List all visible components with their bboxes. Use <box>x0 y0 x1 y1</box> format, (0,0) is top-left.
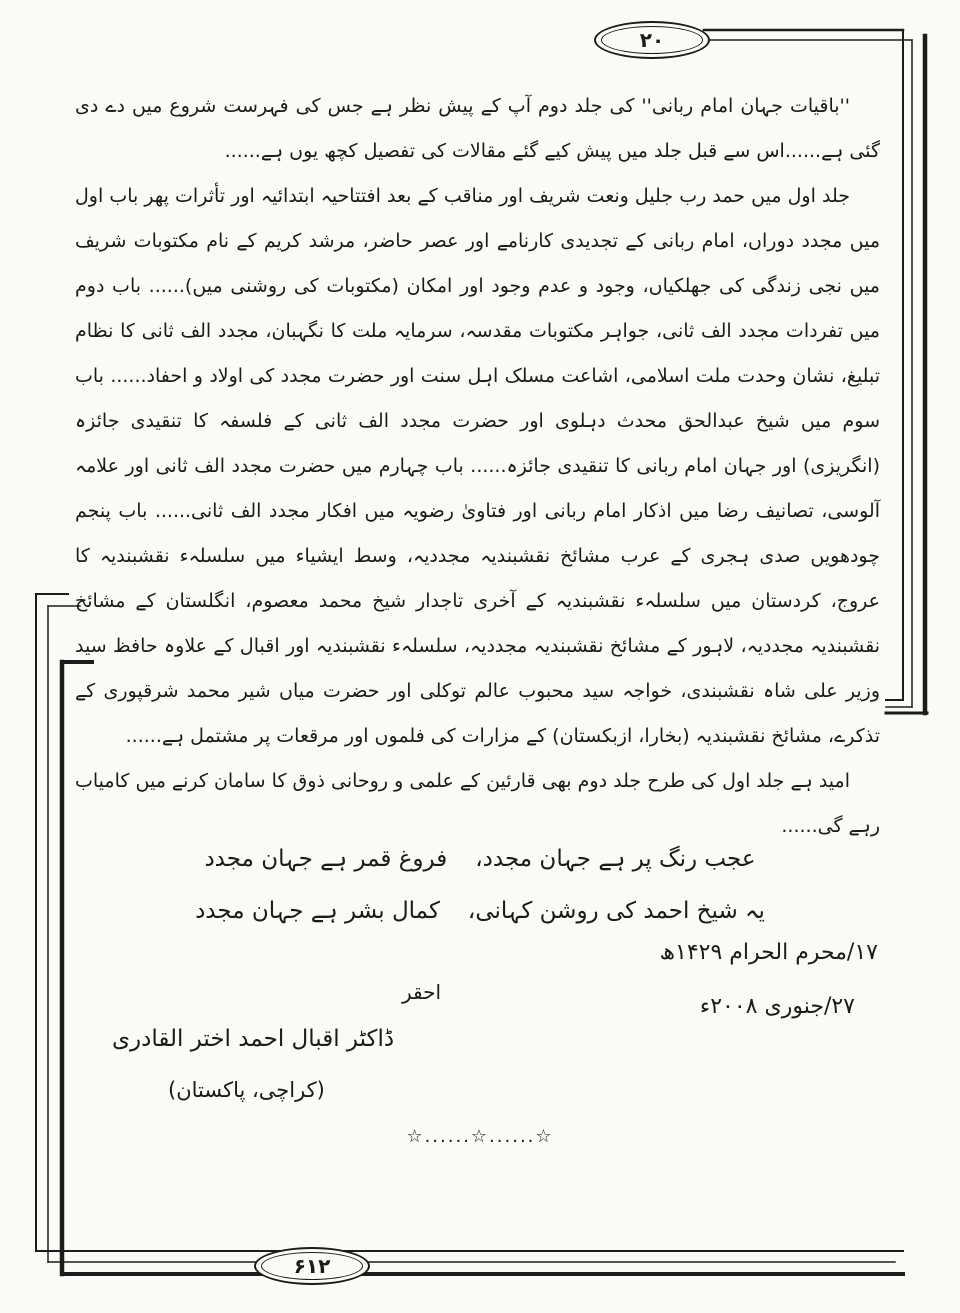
top-badge-ring <box>601 26 703 54</box>
top-page-number: ۲۰ <box>639 28 665 52</box>
paragraph-intro: ''باقیات جہان امام ربانی'' کی جلد دوم آپ کے پیش نظر ہے جس کی فہرست شروع میں دے دی گئی ہے......اس سے قبل جلد میں پیش کیے گئے مقالات کی تفصیل کچھ یوں ہے...... <box>75 95 880 162</box>
hemistich: کمال بشر ہے جہان مجدد <box>195 898 440 924</box>
humble-word: احقر <box>402 980 442 1004</box>
verse-line-1 <box>0 833 960 885</box>
bottom-page-number-badge <box>254 1247 370 1285</box>
paragraph-hope: امید ہے جلد اول کی طرح جلد دوم بھی قارئین کے علمی و روحانی ذوق کا سامان کرنے میں کامیاب رہے گی...... <box>75 770 880 837</box>
bottom-badge-ring <box>261 1252 363 1280</box>
top-page-number-badge <box>594 21 710 59</box>
body-text <box>75 84 880 849</box>
paragraph-volume1-contents: جلد اول میں حمد رب جلیل ونعت شریف اور مناقب کے بعد افتتاحیہ ابتدائیہ اور تأثرات پھر باب اول میں مجدد دوراں، امام ربانی کے تجدیدی کارنامے اور عصر حاضر، مرشد کریم کے نام مکتوبات شریف میں نجی زندگی کی جھلکیاں، وجود و عدم وجود اور امکان (مکتوبات کی روشنی میں)...... باب دوم میں تفردات مجدد الف ثانی، جواہر مکتوبات مقدسہ، سرمایہ ملت کا نگہبان، مجدد الف ثانی کا نظام تبلیغ، نشان وحدت ملت اسلامی، اشاعت مسلک اہل سنت اور حضرت مجدد کی اولاد و احفاد...... باب سوم میں شیخ عبدالحق محدث دہلوی اور حضرت مجدد الف ثانی کے فلسفہ کا تنقیدی جائزہ (انگریزی) اور جہان امام ربانی کا تنقیدی جائزہ...... باب چہارم میں حضرت مجدد الف ثانی اور علامہ آلوسی، تصانیف رضا میں اذکار امام ربانی اور فتاویٰ رضویہ میں افکار مجدد الف ثانی...... باب پنجم چودھویں صدی ہجری کے عرب مشائخ نقشبندیہ مجددیہ، وسط ایشیاء میں سلسلہء نقشبندیہ کا عروج، کردستان میں سلسلہء نقشبندیہ کے آخری تاجدار شیخ محمد معصوم، انگلستان کے مشائخ نقشبندیہ مجددیہ، لاہور کے مشائخ نقشبندیہ مجددیہ، سلسلہء نقشبندیہ اور اقبال کے علاوہ حافظ سید وزیر علی شاہ نقشبندی، خواجہ سید محبوب عالم توکلی اور حضرت میاں شیر محمد شرقپوری کے تذکرے، مشائخ نقشبندیہ (بخارا، ازبکستان) کے مزارات کی فلموں اور مرقعات پر مشتمل ہے...... <box>75 185 880 747</box>
author-place: (کراچی، پاکستان) <box>168 1078 325 1102</box>
author-name: ڈاکٹر اقبال احمد اختر القادری <box>112 1026 395 1052</box>
hemistich: عجب رنگ پر ہے جہان مجدد، <box>475 846 756 872</box>
hemistich: یہ شیخ احمد کی روشن کہانی، <box>467 898 765 924</box>
verse-line-2 <box>0 885 960 937</box>
hemistich: فروغ قمر ہے جہان مجدد <box>204 846 448 872</box>
hijri-date: ۱۷/محرم الحرام ۱۴۲۹ھ <box>659 940 878 965</box>
bottom-page-number: ۶۱۲ <box>293 1254 331 1278</box>
poetry-couplet <box>0 833 960 937</box>
stars-divider: ☆......☆......☆ <box>406 1126 554 1147</box>
gregorian-date: ۲۷/جنوری ۲۰۰۸ء <box>699 994 855 1019</box>
